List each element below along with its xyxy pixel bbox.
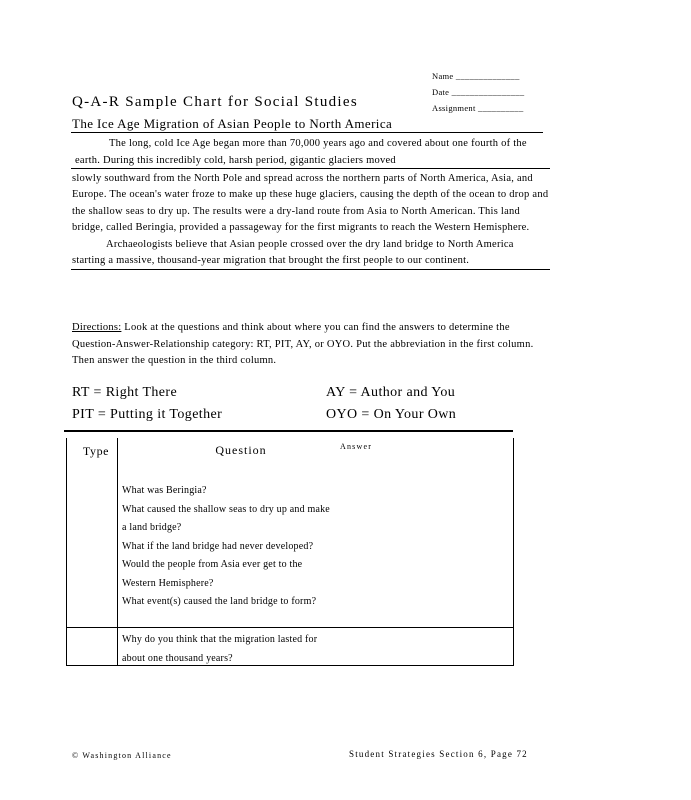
question-item: What caused the shallow seas to dry up and make a land bridge? (122, 503, 330, 533)
passage-paragraph-1-start: The long, cold Ice Age began more than 70,000 years ago and covered about one fourth of the earth. During this incredibly cold, harsh period, gigantic glaciers moved (75, 138, 527, 166)
legend-ay: AY = Author and You (326, 385, 456, 400)
footer-page-info: Student Strategies Section 6, Page 72 (349, 749, 528, 759)
divider (64, 430, 513, 432)
table-column-divider (117, 438, 118, 666)
question-item: Why do you think that the migration lasted for about one thousand years? (122, 634, 318, 664)
assignment-field[interactable]: Assignment __________ (432, 103, 524, 113)
date-field[interactable]: Date ________________ (432, 87, 525, 97)
answer-header: Answer (340, 442, 373, 451)
directions-text: Look at the questions and think about where you can find the answers to determine the Question-Answer-Relationship category: RT, PIT, AY, or OYO. Put the abbreviation in the first column. Then answer the question in the third column. (72, 322, 534, 366)
passage-body (71, 168, 550, 270)
passage-intro (71, 132, 543, 169)
page-title: Q-A-R Sample Chart for Social Studies (72, 94, 358, 110)
question-header: Question (215, 443, 267, 457)
question-item: What if the land bridge had never developed? Would the people from Asia ever get to the Western Hemisphere? (122, 540, 314, 589)
qar-table (66, 438, 514, 666)
question-item: What was Beringia? (122, 485, 207, 496)
legend-pit: PIT = Putting it Together (72, 407, 223, 422)
header-fields (432, 68, 524, 116)
page-subtitle: The Ice Age Migration of Asian People to North America (72, 116, 393, 131)
passage-paragraph-2: Archaeologists believe that Asian people crossed over the dry land bridge to North America starting a massive, thousand-year migration that brought the first people to our continent. (72, 238, 514, 267)
passage-paragraph-1-rest: slowly southward from the North Pole and spread across the northern parts of North America, Asia, and Europe. The ocean's water froze to make up these huge glaciers, causing the depth of the ocean to drop and the shallow seas to dry up. The results were a dry-land route from Asia to North American. This land bridge, called Beringia, provided a passageway for the first migrants to reach the Western Hemisphere. (72, 173, 549, 234)
legend-oyo: OYO = On Your Own (326, 407, 457, 422)
table-border-right (513, 438, 514, 666)
name-field[interactable]: Name ______________ (432, 71, 520, 81)
table-row-divider (66, 627, 514, 628)
type-header: Type (82, 444, 110, 458)
directions-label: Directions: (72, 322, 122, 333)
footer-copyright: © Washington Alliance (72, 751, 172, 760)
question-item: What event(s) caused the land bridge to form? (122, 596, 317, 607)
legend-rt: RT = Right There (72, 385, 178, 400)
directions (72, 320, 542, 370)
table-border-left (66, 438, 67, 666)
question-list (122, 482, 330, 612)
